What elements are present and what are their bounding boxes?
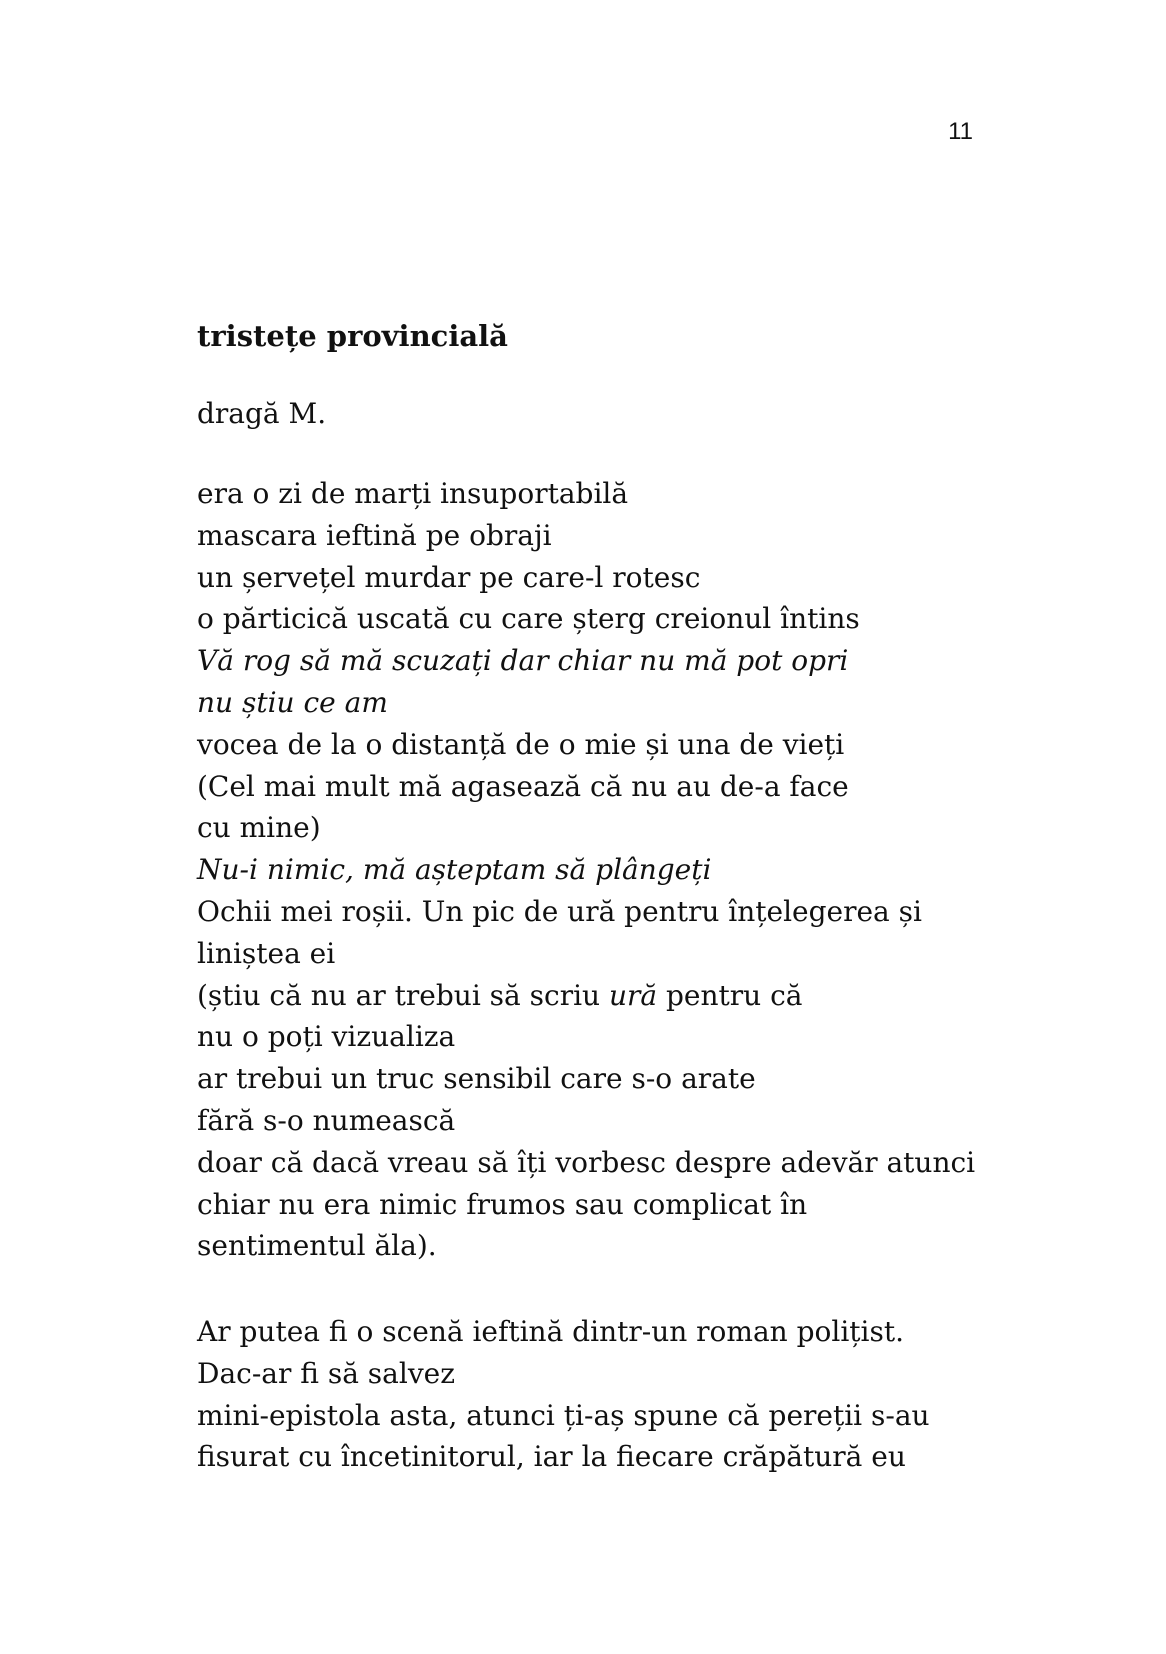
poem-line: chiar nu era nimic frumos sau complicat în [197, 1187, 808, 1221]
poem-line: fisurat cu încetinitorul, iar la fiecare crăpătură eu [197, 1440, 906, 1474]
poem-line: fără s-o numească [197, 1103, 456, 1137]
poem-line: era o zi de marți insuportabilă [197, 477, 629, 510]
poem-line-segment: (știu că nu ar trebui să scriu [197, 978, 609, 1012]
poem-line: ar trebui un truc sensibil care s-o arate [197, 1062, 756, 1096]
poem-line-segment: pentru că [657, 978, 803, 1012]
poem-title: tristețe provincială [197, 319, 508, 353]
poem-line: (Cel mai mult mă agasează că nu au de-a face [197, 769, 849, 803]
poem-line: mini-epistola asta, atunci ți-aș spune că pereții s-au [197, 1398, 930, 1432]
poem-line: Dac-ar fi să salvez [197, 1356, 455, 1390]
poem-stanza-2 [197, 1311, 1017, 1478]
poem-line-mixed [197, 975, 1017, 1017]
poem-line: sentimentul ăla). [197, 1229, 437, 1263]
page-number: 11 [948, 118, 973, 145]
poem-line: o părticică uscată cu care șterg creionul întins [197, 602, 860, 636]
poem-line: doar că dacă vreau să îți vorbesc despre adevăr atunci [197, 1145, 976, 1179]
poem-line: nu o poți vizualiza [197, 1020, 456, 1054]
poem-line: cu mine) [197, 811, 321, 845]
poem-stanza-1 [197, 473, 1017, 1267]
poem-line: vocea de la o distanță de o mie și una de vieți [197, 727, 845, 761]
poem-line: liniștea ei [197, 936, 336, 970]
poem-line: Ochii mei roșii. Un pic de ură pentru înțelegerea și [197, 894, 922, 928]
poem-line-italic: nu știu ce am [197, 685, 388, 719]
poem-line: mascara ieftină pe obraji [197, 518, 552, 552]
poem-line-emphasis: ură [608, 978, 658, 1012]
poem-line: Ar putea fi o scenă ieftină dintr-un roman polițist. [197, 1315, 904, 1348]
poem-line-italic: Nu-i nimic, mă așteptam să plângeți [197, 853, 712, 887]
salutation: dragă M. [197, 397, 327, 430]
poem-line: un șervețel murdar pe care-l rotesc [197, 560, 701, 594]
poem-line-italic: Vă rog să mă scuzați dar chiar nu mă pot opri [197, 644, 849, 678]
